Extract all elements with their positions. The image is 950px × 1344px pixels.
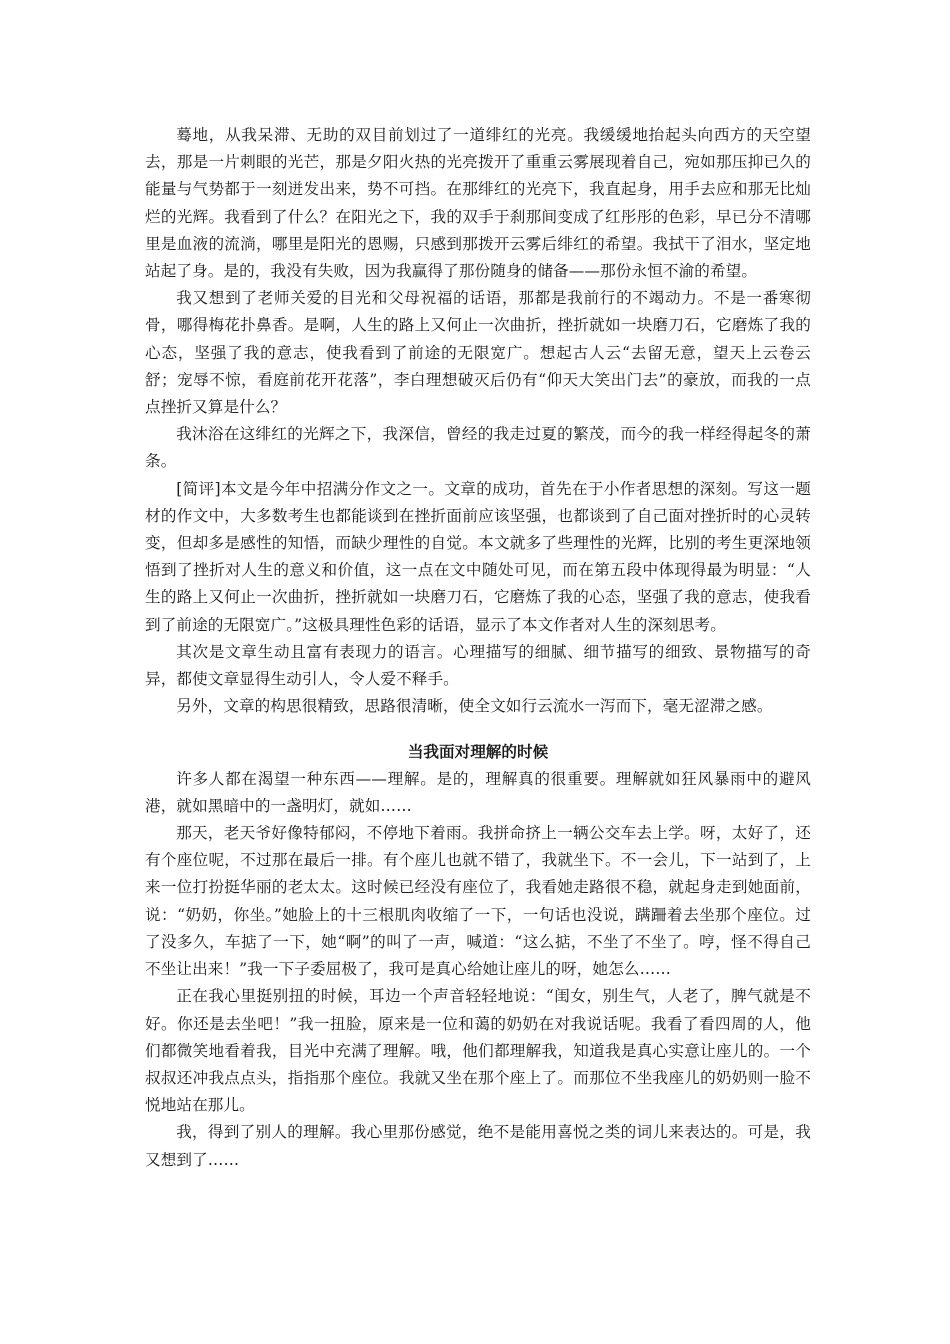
paragraph: 我，得到了别人的理解。我心里那份感觉，绝不是能用喜悦之类的词儿来表达的。可是，我又想到了…… (145, 1123, 811, 1169)
commentary-paragraph: 其次是文章生动且富有表现力的语言。心理描写的细腻、细节描写的细致、景物描写的奇异，都使文章显得生动引人，令人爱不释手。 (145, 642, 811, 689)
paragraph: 蓦地，从我呆滞、无助的双目前划过了一道绯红的光亮。我缓缓地抬起头向西方的天空望去，那是一片刺眼的光芒，那是夕阳火热的光亮拨开了重重云雾展现着自己，宛如那压抑已久的能量与气势都于一刻迸发出来，势不可挡。在那绯红的光亮下，我直起身，用手去应和那无比灿烂的光辉。我看到了什么？在阳光之下，我的双手于刹那间变成了红彤彤的色彩，早已分不清哪里是血液的流淌，哪里是阳光的恩赐，只感到那拨开云雾后绯红的希望。我拭干了泪水，坚定地站起了身。是的，我没有失败，因为我赢得了那份随身的储备——那份永恒不渝的希望。 (145, 126, 811, 281)
commentary-paragraph: 另外，文章的构思很精致，思路很清晰，使全文如行云流水一泻而下，毫无涩滞之感。 (176, 697, 773, 716)
essay-title: 当我面对理解的时候 (407, 742, 549, 762)
paragraph: 我沐浴在这绯红的光辉之下，我深信，曾经的我走过夏的繁茂，而今的我一样经得起冬的萧条。 (145, 425, 811, 471)
paragraph: 正在我心里挺别扭的时候，耳边一个声音轻轻地说：“闺女，别生气，人老了，脾气就是不好。你还是去坐吧！”我一扭脸，原来是一位和蔼的奶奶在对我说话呢。我看了看四周的人，他们都微笑地看着我，目光中充满了理解。哦，他们都理解我，知道我是真心实意让座儿的。一个叔叔还冲我点点头，指指那个座位。我就又坐在那个座上了。而那位不坐我座儿的奶奶则一脸不悦地站在那儿。 (145, 987, 811, 1115)
paragraph: 许多人都在渴望一种东西——理解。是的，理解真的很重要。理解就如狂风暴雨中的避风港，就如黑暗中的一盏明灯，就如…… (145, 769, 811, 815)
commentary-paragraph: [简评]本文是今年中招满分作文之一。文章的成功，首先在于小作者思想的深刻。写这一题材的作文中，大多数考生也都能谈到在挫折面前应该坚强，也都谈到了自己面对挫折时的心灵转变，但却多是感性的知悟，而缺少理性的自觉。本文就多了些理性的光辉，比别的考生更深地领悟到了挫折对人生的意义和价值，这一点在文中随处可见，而在第五段中体现得最为明显：“人生的路上又何止一次曲折，挫折就如一块磨刀石，它磨炼了我的心态，坚强了我的意志，使我看到了前途的无限宽广。”这极具理性色彩的话语，显示了本文作者对人生的深刻思考。 (145, 479, 811, 634)
paragraph: 那天，老天爷好像特郁闷，不停地下着雨。我拼命挤上一辆公交车去上学。呀，太好了，还有个座位呢，不过那在最后一排。有个座儿也就不错了，我就坐下。不一会儿，下一站到了，上来一位打扮挺华丽的老太太。这时候已经没有座位了，我看她走路很不稳，就起身走到她面前，说：“奶奶，你坐。”她脸上的十三根肌肉收缩了一下，一句话也没说，蹒跚着去坐那个座位。过了没多久，车掂了一下，她“啊”的叫了一声，喊道：“这么掂，不坐了不坐了。哼，怪不得自己不坐让出来！”我一下子委屈极了，我可是真心给她让座儿的呀，她怎么…… (145, 824, 811, 979)
paragraph: 我又想到了老师关爱的目光和父母祝福的话语，那都是我前行的不竭动力。不是一番寒彻骨，哪得梅花扑鼻香。是啊，人生的路上又何止一次曲折，挫折就如一块磨刀石，它磨炼了我的心态，坚强了我的意志，使我看到了前途的无限宽广。想起古人云“去留无意，望天上云卷云舒；宠辱不惊，看庭前花开花落”，李白理想破灭后仍有“仰天大笑出门去”的豪放，而我的一点点挫折又算是什么？ (145, 289, 811, 417)
document-page (145, 122, 811, 1174)
